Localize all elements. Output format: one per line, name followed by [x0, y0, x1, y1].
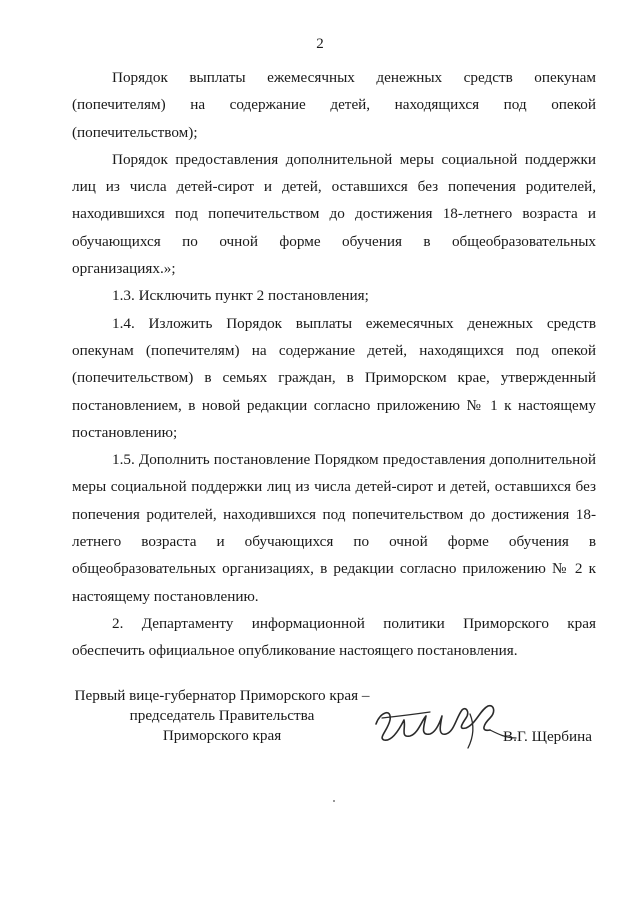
paragraph-item-1-3: 1.3. Исключить пункт 2 постановления; — [112, 287, 369, 305]
signatory-title-line: Приморского края — [162, 727, 282, 744]
paragraph-procedure-support: Порядок предоставления дополнительной меры социальной поддержки лиц из числа детей-сирот и детей, оставшихся без попечения родителей, находившихся под попечительством до достижения 18-летнего возраста и обучающихся по очной форме обучения в общеобразовательных организациях.»; — [72, 150, 596, 278]
handwritten-signature — [370, 694, 520, 754]
signature-block — [72, 686, 596, 766]
document-body — [72, 64, 596, 665]
paragraph-procedure-payments: Порядок выплаты ежемесячных денежных средств опекунам (попечителям) на содержание детей, находящихся под опекой (попечительством); — [72, 69, 596, 141]
signatory-title-line: Первый вице-губернатор Приморского края – — [74, 687, 370, 704]
signatory-title — [72, 686, 372, 746]
page-number: 2 — [316, 36, 324, 52]
scan-speck — [333, 800, 335, 802]
paragraph-item-1-5: 1.5. Дополнить постановление Порядком предоставления дополнительной меры социальной поддержки лиц из числа детей-сирот и детей, оставшихся без попечения родителей, находившихся под попечительством до достижения 18-летнего возраста и обучающихся по очной форме обучения в общеобразовательных организациях, в редакции согласно приложению № 2 к настоящему постановлению. — [72, 451, 596, 605]
signatory-title-line: председатель Правительства — [129, 707, 315, 724]
signatory-name: В.Г. Щербина — [503, 728, 592, 745]
paragraph-item-2: 2. Департаменту информационной политики Приморского края обеспечить официальное опубликование настоящего постановления. — [72, 614, 596, 660]
paragraph-item-1-4: 1.4. Изложить Порядок выплаты ежемесячных денежных средств опекунам (попечителям) на содержание детей, находящихся под опекой (попечительством) в семьях граждан, в Приморском крае, утвержденный постановлением, в новой редакции согласно приложению № 1 к настоящему постановлению; — [72, 314, 596, 441]
